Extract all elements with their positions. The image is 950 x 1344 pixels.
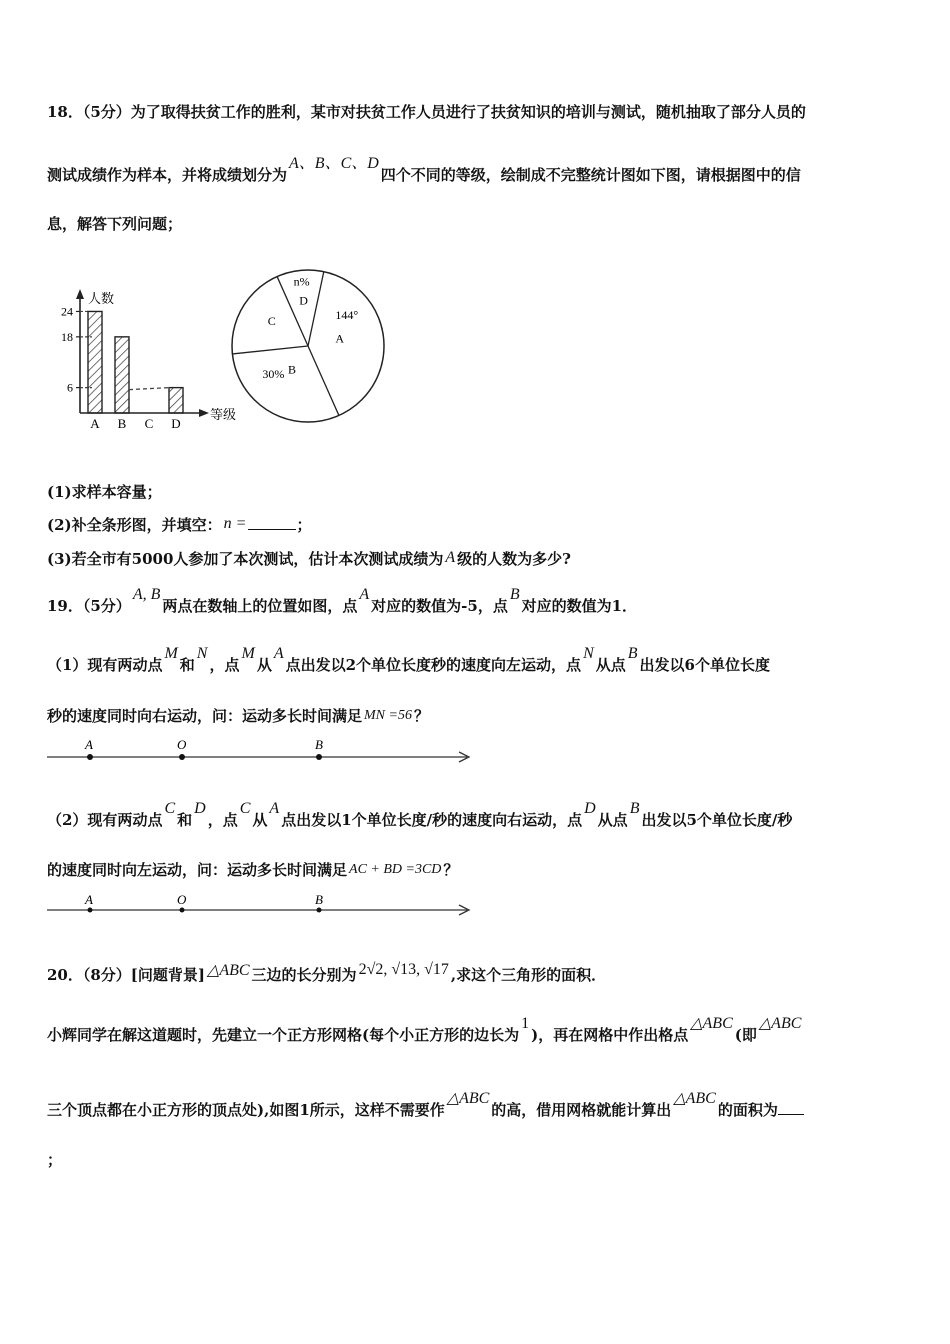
q18-sub2-math: n =	[223, 515, 247, 532]
point-a-1	[87, 754, 93, 760]
pie-chart	[225, 262, 395, 432]
q19-p2-g: 出发以5个单位长度/秒	[641, 811, 793, 829]
q18-sub2	[47, 515, 910, 536]
q18-line3: 息，解答下列问题；	[47, 215, 183, 233]
q20-l2-m2: △ABC	[690, 1015, 733, 1032]
q18-sub1: (1)求样本容量；	[47, 483, 162, 501]
q19-p1-m1: M	[164, 645, 178, 662]
bar-A	[88, 311, 102, 413]
q19-line1-pre: 19．（5分）	[47, 597, 131, 615]
q19-p2-b: 和	[177, 811, 193, 829]
bar-B	[115, 337, 129, 413]
point-b-2	[317, 908, 322, 913]
q18-sub3-post: 级的人数为多少?	[457, 550, 571, 568]
pie-divider-C	[232, 346, 308, 354]
bar-chart-y-arrow	[76, 289, 84, 299]
pie-divider-B	[308, 346, 339, 415]
q18-sub2-pre: (2)补全条形图，并填空：	[47, 516, 222, 534]
q18-sub2-post: ；	[296, 516, 312, 534]
q19-p2-m3: C	[239, 800, 251, 817]
q20-l2-mid: )，再在网格中作出格点	[531, 1026, 689, 1044]
q19-p1-line2-post: ？	[413, 707, 429, 725]
bar-D	[169, 388, 183, 413]
q19-p2-a: （2）现有两动点	[47, 811, 163, 829]
q20-l3-pre: 三个顶点都在小正方形的顶点处),如图1所示，这样不需要作	[47, 1101, 445, 1119]
label-b-2: B	[315, 892, 323, 907]
q19-p2-e: 点出发以1个单位长度/秒的速度向右运动，点	[281, 811, 583, 829]
q18-sub3	[47, 549, 910, 570]
bar-category-A: A	[90, 416, 100, 431]
q19-p1-b: 和	[179, 656, 195, 674]
q19-p2-line2-post: ？	[443, 861, 459, 879]
q18-grades-math: A、B、C、D	[289, 155, 379, 172]
label-o-1: O	[177, 737, 187, 752]
q19-p2-line2	[47, 860, 910, 882]
q19-p2-d: 从	[252, 811, 268, 829]
q20-line3	[47, 1090, 910, 1121]
pie-slice-B: B	[288, 362, 297, 377]
point-b-1	[316, 754, 322, 760]
bar-category-C: C	[144, 416, 154, 431]
q20-line2	[47, 1015, 910, 1046]
q20-l1-pre: 20．（8分）[问题背景]	[47, 966, 206, 984]
q19-p1-line2	[47, 706, 910, 728]
q19-p1-d: 从	[256, 656, 272, 674]
q19-p2-m1: C	[164, 800, 176, 817]
bar-category-D: D	[171, 416, 181, 431]
label-o-2: O	[177, 892, 187, 907]
q19-line1-m2: A	[359, 586, 370, 603]
q18-line2	[47, 155, 910, 186]
bar-d-guide	[129, 388, 169, 390]
bar-ytick-label-18: 18	[61, 329, 73, 344]
q20-l3-m2: △ABC	[673, 1090, 716, 1107]
q19-p1-line2-math: MN =56	[364, 708, 412, 723]
pie-slice-A: A	[335, 331, 345, 346]
q20-l2-m3: △ABC	[758, 1015, 802, 1032]
q19-p1-g: 出发以6个单位长度	[639, 656, 770, 674]
q19-p2-c: ，点	[207, 811, 238, 829]
q19-p2-m2: D	[194, 800, 206, 817]
pie-divider-A	[308, 272, 324, 346]
q19-line1-m3: B	[509, 586, 520, 603]
q20-l3-post: 的面积为	[717, 1101, 778, 1119]
pie-slice-D: D	[299, 293, 308, 308]
q20-l1-mid: 三边的长分别为	[251, 966, 357, 984]
bar-category-B: B	[117, 416, 127, 431]
number-line-2	[45, 890, 475, 924]
q19-p1-m6: B	[627, 645, 638, 662]
q20-line4: ；	[47, 1151, 63, 1169]
q19-p2-line2-pre: 的速度同时向左运动，问：运动多长时间满足	[47, 861, 348, 879]
q18-sub3-math: A	[445, 549, 456, 566]
q19-p1-f: 从点	[595, 656, 626, 674]
q19-p2-m5: D	[584, 800, 596, 817]
pie-value-A: 144°	[335, 308, 359, 323]
label-a-1: A	[85, 737, 93, 752]
q20-l1-m2: 2√2, √13, √17	[358, 961, 449, 978]
q19-p2-line2-math: AC + BD =3CD	[349, 862, 442, 877]
q19-p1-m5: N	[583, 645, 594, 662]
point-o-2	[180, 908, 185, 913]
q19-p1-m3: M	[241, 645, 255, 662]
q20-l2-mid2: (即	[734, 1026, 757, 1044]
q18-sub3-pre: (3)若全市有5000人参加了本次测试，估计本次测试成绩为	[47, 550, 444, 568]
q18-answer-blank[interactable]	[248, 515, 296, 530]
bar-ytick-label-6: 6	[67, 380, 73, 395]
q20-answer-blank[interactable]	[778, 1100, 804, 1115]
q18-line2-pre: 测试成绩作为样本，并将成绩划分为	[47, 166, 288, 184]
q20-l3-mid: 的高，借用网格就能计算出	[491, 1101, 672, 1119]
q20-line1	[47, 961, 910, 986]
label-a-2: A	[85, 892, 93, 907]
q19-p2-m6: B	[629, 800, 640, 817]
number-line-1	[45, 735, 475, 769]
q19-p2-line1	[47, 800, 910, 831]
point-o-1	[179, 754, 185, 760]
bar-chart-xlabel: 等级	[210, 407, 237, 422]
q18-line1: 18．（5分）为了取得扶贫工作的胜利，某市对扶贫工作人员进行了扶贫知识的培训与测试，随机抽取了部分人员的	[47, 103, 806, 121]
bar-ytick-label-24: 24	[61, 304, 73, 319]
q20-l3-m1: △ABC	[446, 1090, 490, 1107]
q19-line1-mid: 两点在数轴上的位置如图，点	[162, 597, 358, 615]
bar-chart-x-arrow	[199, 409, 209, 417]
pie-value-B: 30%	[262, 367, 285, 382]
q20-l1-post: ,求这个三角形的面积．	[450, 966, 607, 984]
q19-line1	[47, 586, 910, 617]
q19-p1-m4: A	[273, 645, 284, 662]
point-a-2	[88, 908, 93, 913]
q19-p1-c: ，点	[209, 656, 240, 674]
q19-p1-m2: N	[196, 645, 208, 662]
q19-p1-line2-pre: 秒的速度同时向右运动，问：运动多长时间满足	[47, 707, 363, 725]
bar-chart-ylabel: 人数	[88, 291, 115, 306]
label-b-1: B	[315, 737, 323, 752]
pie-value-D: n%	[293, 274, 310, 289]
q19-line1-math: A, B	[132, 586, 161, 603]
q20-l1-m1: △ABC	[207, 962, 250, 979]
q18-line2-post: 四个不同的等级，绘制成不完整统计图如下图，请根据图中的信	[380, 166, 801, 184]
q19-p1-a: （1）现有两动点	[47, 656, 163, 674]
q20-l2-pre: 小辉同学在解这道题时，先建立一个正方形网格(每个小正方形的边长为	[47, 1026, 520, 1044]
pie-slice-C: C	[267, 314, 276, 329]
q19-line1-mid2: 对应的数值为-5，点	[371, 597, 508, 615]
q19-p1-line1	[47, 645, 910, 676]
q19-p2-m4: A	[269, 800, 280, 817]
q19-line1-post: 对应的数值为1．	[521, 597, 638, 615]
q19-p2-f: 从点	[597, 811, 628, 829]
q20-l2-m1: 1	[521, 1015, 530, 1032]
q19-p1-e: 点出发以2个单位长度秒的速度向左运动，点	[285, 656, 582, 674]
